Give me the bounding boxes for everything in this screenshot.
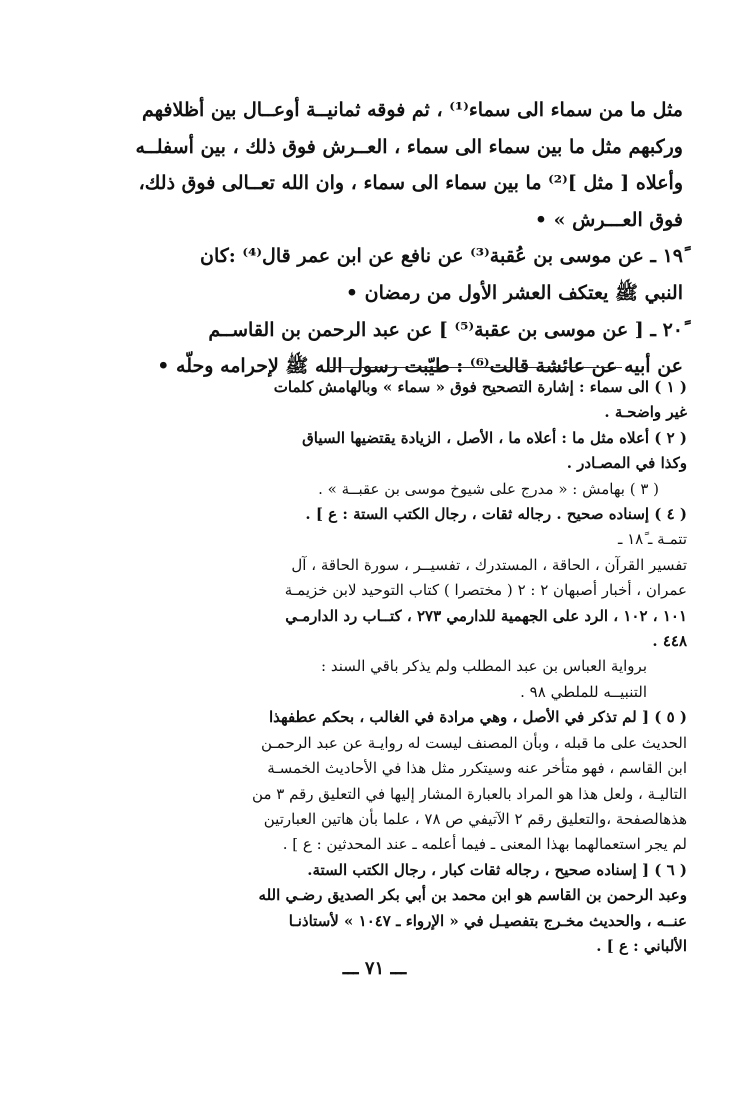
supplement-line: عمران ، أخبار أصبهان ٢ : ٢ ( مختصرا ) كتاب التوحيد لابن خزيمـة xyxy=(284,581,687,600)
footnote-2-cont: وكذا في المصـادر . xyxy=(566,454,687,473)
footnote-5-cont: الحديث على ما قبله ، وبأن المصنف ليست له روايـة عن عبد الرحمـن xyxy=(260,733,687,752)
footnote-divider xyxy=(330,367,622,368)
footnote-6-cont: وعبد الرحمن بن القاسم هو ابن محمد بن أبي بكر الصديق رضـي الله xyxy=(258,886,687,905)
footnote-2: ( ٢ ) أعلاه مثل ما : أعلاه ما ، الأصل ، الزيادة يقتضيها السياق xyxy=(302,428,687,447)
supplement-line: التنبيــه للملطي ٩٨ . xyxy=(520,682,647,701)
main-line: وأعلاه [ مثل ]⁽²⁾ ما بين سماء الى سماء ، وان الله تعــالى فوق ذلك، xyxy=(138,172,683,195)
hadith-19-line: ١٩ً ـ عن موسى بن عُقبة⁽³⁾ عن نافع عن ابن عمر قال⁽⁴⁾ :كان xyxy=(199,245,683,268)
footnote-5: ( ٥ ) [ لم تذكر في الأصل ، وهي مرادة في الغالب ، بحكم عطفهذا xyxy=(268,708,687,727)
footnote-5-cont: هذهالصفحة ،والتعليق رقم ٢ الآتيفي ص ٧٨ ، علما بأن هاتين العبارتين xyxy=(263,809,687,828)
hadith-20-line: ٢٠ً ـ [ عن موسى بن عقبة⁽⁵⁾ ] عن عبد الرحمن بن القاســم xyxy=(208,318,683,341)
footnote-5-cont: لم يجر استعمالهما بهذا المعنى ـ فيما أعلمه ـ عند المحدثين : ع ] . xyxy=(282,835,687,854)
supplement-line: تفسير القرآن ، الحاقة ، المستدرك ، تفسيــر ، سورة الحاقة ، آل xyxy=(291,555,687,574)
supplement-heading: تتمـة ـ ١٨ً ـ xyxy=(617,530,687,549)
footnote-5-cont: ابن القاسم ، فهو متأخر عنه وسيتكرر مثل هذا في الأحاديث الخمسـة xyxy=(267,759,687,778)
footnote-1: ( ١ ) الى سماء : إشارة التصحيح فوق « سماء » وبالهامش كلمات xyxy=(273,378,687,396)
footnote-1-cont: غير واضحـة . xyxy=(604,403,687,422)
footnote-6-cont: عنــه ، والحديث مخـرج بتفصيـل في « الإرواء ـ ١٠٤٧ » لأستاذنـا xyxy=(288,911,687,930)
supplement-line: ٤٤٨ . xyxy=(652,632,687,651)
main-line: فوق العـــرش » • xyxy=(534,208,683,231)
supplement-line: برواية العباس بن عبد المطلب ولم يذكر باقي السند : xyxy=(321,657,647,676)
footnote-6-cont: الألباني : ع ] . xyxy=(596,936,687,955)
page-number: ـــ ٧١ ـــ xyxy=(342,958,407,979)
footnote-4: ( ٤ ) إسناده صحيح . رجاله ثقات ، رجال الكتب الستة : ع ] . xyxy=(305,505,687,524)
footnote-5-cont: التاليـة ، ولعل هذا هو المراد بالعبارة المشار إليها في التعليق رقم ٣ من xyxy=(252,784,687,803)
main-line: وركبهم مثل ما بين سماء الى سماء ، العــرش فوق ذلك ، بين أسفلــه xyxy=(135,135,683,158)
footnotes xyxy=(75,375,687,959)
main-line: مثل ما من سماء الى سماء⁽¹⁾ ، ثم فوقه ثمانيــة أوعــال بين أظلافهم xyxy=(142,99,683,121)
hadith-19-line: النبي ﷺ يعتكف العشر الأول من رمضان • xyxy=(345,281,683,304)
hadith-20-line: عن أبيه عن عائشة قالت⁽⁶⁾ : طيّبت رسول الله ﷺ لإحرامه وحلّه • xyxy=(157,355,683,378)
footnote-6: ( ٦ ) [ إسناده صحيح ، رجاله ثقات كبار ، رجال الكتب الستة. xyxy=(307,860,687,879)
main-text xyxy=(78,92,683,385)
footnote-3: ( ٣ ) بهامش : « مدرج على شيوخ موسى بن عقبــة » . xyxy=(318,479,659,498)
supplement-line: ١٠١ ، ١٠٢ ، الرد على الجهمية للدارمي ٢٧٣ ، كتــاب رد الدارمـي xyxy=(285,606,687,625)
